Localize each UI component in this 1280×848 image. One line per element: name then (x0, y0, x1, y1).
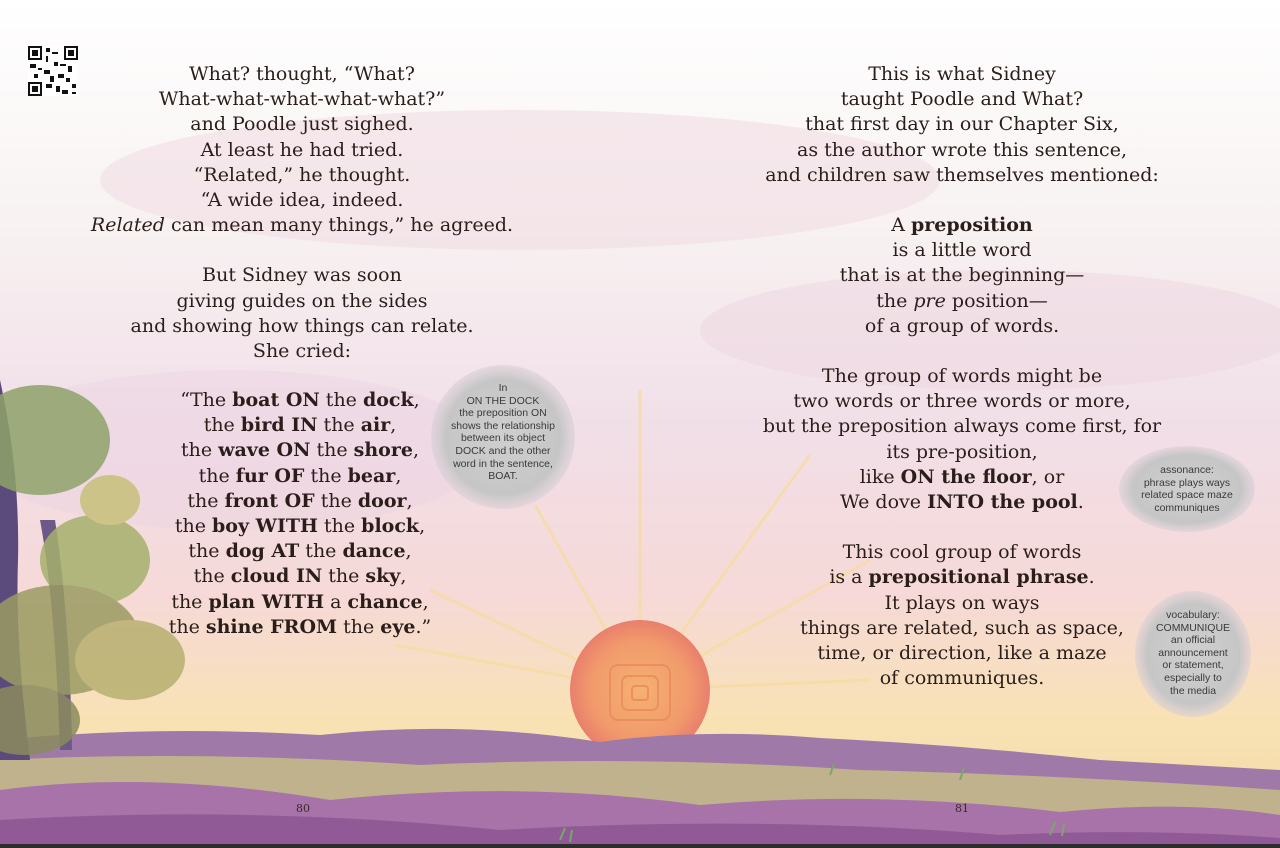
poem-line: is a prepositional phrase. (829, 566, 1095, 589)
poem-line: things are related, such as space, (800, 616, 1124, 639)
page-number-left: 80 (296, 802, 310, 815)
note-vocabulary: vocabulary: COMMUNIQUE an official announcement or statement, especially to the media (1155, 609, 1231, 697)
page-number-right: 81 (955, 802, 969, 815)
example-line: “The boat ON the dock, (180, 389, 420, 411)
poem-line: At least he had tried. (200, 138, 404, 161)
poem-line: A preposition (891, 214, 1033, 237)
example-line: the boy WITH the block, (174, 515, 426, 538)
poem-line: “Related,” he thought. (193, 163, 411, 186)
poem-line: This is what Sidney (868, 63, 1056, 85)
right-poem (752, 62, 1172, 691)
example-line: the shine FROM the eye.” (168, 615, 432, 638)
poem-line: of a group of words. (864, 314, 1060, 337)
poem-line: taught Poodle and What? (840, 88, 1084, 111)
left-poem (90, 62, 514, 364)
poem-line: its pre-position, (886, 440, 1038, 463)
emphasis-word: Related (90, 214, 165, 237)
left-examples (150, 388, 450, 640)
poem-line (90, 213, 514, 238)
poem-line: time, or direction, like a maze (817, 642, 1107, 665)
poem-line: It plays on ways (884, 591, 1040, 614)
poem-line: What-what-what-what-what?” (158, 88, 446, 111)
poem-line: “A wide idea, indeed. (200, 189, 404, 212)
example-line: the dog AT the dance, (188, 540, 412, 563)
poem-line: This cool group of words (842, 541, 1082, 564)
poem-line: two words or three words or more, (793, 390, 1131, 413)
poem-line: She cried: (252, 340, 352, 363)
poem-line: like ON the floor, or (859, 465, 1065, 488)
poem-line: of communiques. (879, 667, 1045, 690)
note-on-the-dock: In ON THE DOCK the preposition ON shows the relationship between its object DOCK and the other word in the sentence, BOAT. (451, 382, 555, 483)
poem-line: giving guides on the sides (176, 289, 428, 312)
example-line: the front OF the door, (187, 489, 413, 512)
poem-line: but the preposition always come first, for (762, 415, 1162, 438)
example-line: the plan WITH a chance, (171, 590, 429, 613)
poem-line: as the author wrote this sentence, (797, 138, 1127, 161)
example-line: the fur OF the bear, (198, 464, 402, 487)
poem-line: What? thought, “What? (189, 63, 415, 85)
qr-code[interactable] (28, 46, 78, 96)
poem-line: and children saw themselves mentioned: (765, 163, 1159, 186)
example-line: the cloud IN the sky, (193, 565, 407, 588)
example-line: the bird IN the air, (203, 414, 397, 437)
poem-line: We dove INTO the pool. (840, 491, 1084, 514)
poem-text: can mean many things,” he agreed. (164, 214, 514, 237)
poem-line: The group of words might be (821, 365, 1103, 388)
poem-line: that first day in our Chapter Six, (805, 113, 1119, 136)
poem-line: and showing how things can relate. (130, 314, 474, 337)
example-line: the wave ON the shore, (180, 439, 420, 462)
poem-line: the pre position— (876, 289, 1048, 312)
poem-line: and Poodle just sighed. (190, 113, 414, 136)
poem-line: But Sidney was soon (202, 264, 402, 287)
note-assonance: assonance: phrase plays ways related space maze communiques (1141, 464, 1233, 514)
poem-line: is a little word (892, 239, 1032, 262)
poem-line: that is at the beginning— (839, 264, 1085, 287)
